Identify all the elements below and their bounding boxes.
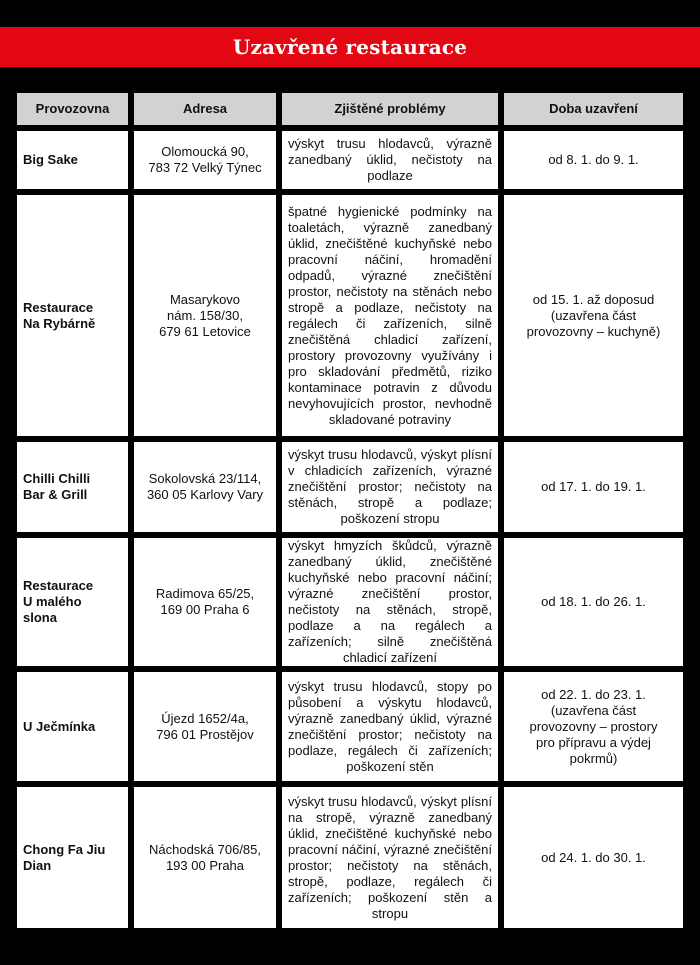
venue-cell: Big Sake (16, 130, 129, 190)
closure-cell: od 15. 1. až doposud (uzavřena část provozovny – kuchyně) (503, 194, 684, 437)
title-banner (0, 27, 700, 67)
closure-cell: od 18. 1. do 26. 1. (503, 537, 684, 667)
venue-cell: Restaurace Na Rybárně (16, 194, 129, 437)
venue-cell: Chong Fa Jiu Dian (16, 786, 129, 929)
table-row (16, 786, 684, 929)
table-row (16, 130, 684, 190)
address-cell: Radimova 65/25, 169 00 Praha 6 (133, 537, 277, 667)
page-title: Uzavřené restaurace (232, 35, 468, 59)
header-address: Adresa (133, 92, 277, 126)
problems-cell: výskyt trusu hlodavců, výskyt plísní na stropě, výrazně zanedbaný úklid, znečištěné kuchyňské nebo pracovní náčiní, výrazné znečištění prostor; nečistoty na stěnách, stropě, podlaze, regálech či zařízeních; poškození stěn a stropu (281, 786, 499, 929)
closure-cell: od 17. 1. do 19. 1. (503, 441, 684, 533)
header-closure: Doba uzavření (503, 92, 684, 126)
closure-cell: od 24. 1. do 30. 1. (503, 786, 684, 929)
table-row (16, 537, 684, 667)
venue-cell: U Ječmínka (16, 671, 129, 782)
problems-cell: výskyt trusu hlodavců, výrazně zanedbaný úklid, nečistoty na podlaze (281, 130, 499, 190)
closure-cell: od 8. 1. do 9. 1. (503, 130, 684, 190)
table-row (16, 194, 684, 437)
address-cell: Sokolovská 23/114, 360 05 Karlovy Vary (133, 441, 277, 533)
address-cell: Újezd 1652/4a, 796 01 Prostějov (133, 671, 277, 782)
venue-cell: Restaurace U malého slona (16, 537, 129, 667)
address-cell: Olomoucká 90, 783 72 Velký Týnec (133, 130, 277, 190)
table-header-row (16, 92, 684, 126)
venue-cell: Chilli Chilli Bar & Grill (16, 441, 129, 533)
address-cell: Náchodská 706/85, 193 00 Praha (133, 786, 277, 929)
problems-cell: výskyt trusu hlodavců, výskyt plísní v chladicích zařízeních, výrazné znečištění prostor; nečistoty na stěnách, stropě a podlaze; poškození stropu (281, 441, 499, 533)
problems-cell: výskyt trusu hlodavců, stopy po působení a výskytu hlodavců, výrazně zanedbaný úklid, výrazné znečištění prostor; nečistoty na podlaze, regálech či zařízeních; poškození stěn (281, 671, 499, 782)
header-venue: Provozovna (16, 92, 129, 126)
address-cell: Masarykovo nám. 158/30, 679 61 Letovice (133, 194, 277, 437)
closure-cell: od 22. 1. do 23. 1. (uzavřena část provozovny – prostory pro přípravu a výdej pokrmů) (503, 671, 684, 782)
closures-table (12, 88, 688, 933)
table-row (16, 671, 684, 782)
header-problems: Zjištěné problémy (281, 92, 499, 126)
problems-cell: výskyt hmyzích škůdců, výrazně zanedbaný úklid, znečištěné kuchyňské nebo pracovní náčiní; výrazné znečištění prostor, nečistoty na stěnách, stropě, podlaze a na regálech a zařízeních; silně znečištěná chladicí zařízení (281, 537, 499, 667)
table-row (16, 441, 684, 533)
problems-cell: špatné hygienické podmínky na toaletách, výrazně zanedbaný úklid, znečištěné kuchyňské nebo pracovní náčiní, hromadění odpadů, výrazné znečištění prostor, nečistoty na stěnách nebo stropě a podlaze, nečistoty na regálech či zařízeních, silně znečištěná chladicí zařízení, prostory provozovny využívány i pro skladování předmětů, riziko kontaminace potravin z důvodu nevyhovujících prostor, nevhodně skladované potraviny (281, 194, 499, 437)
